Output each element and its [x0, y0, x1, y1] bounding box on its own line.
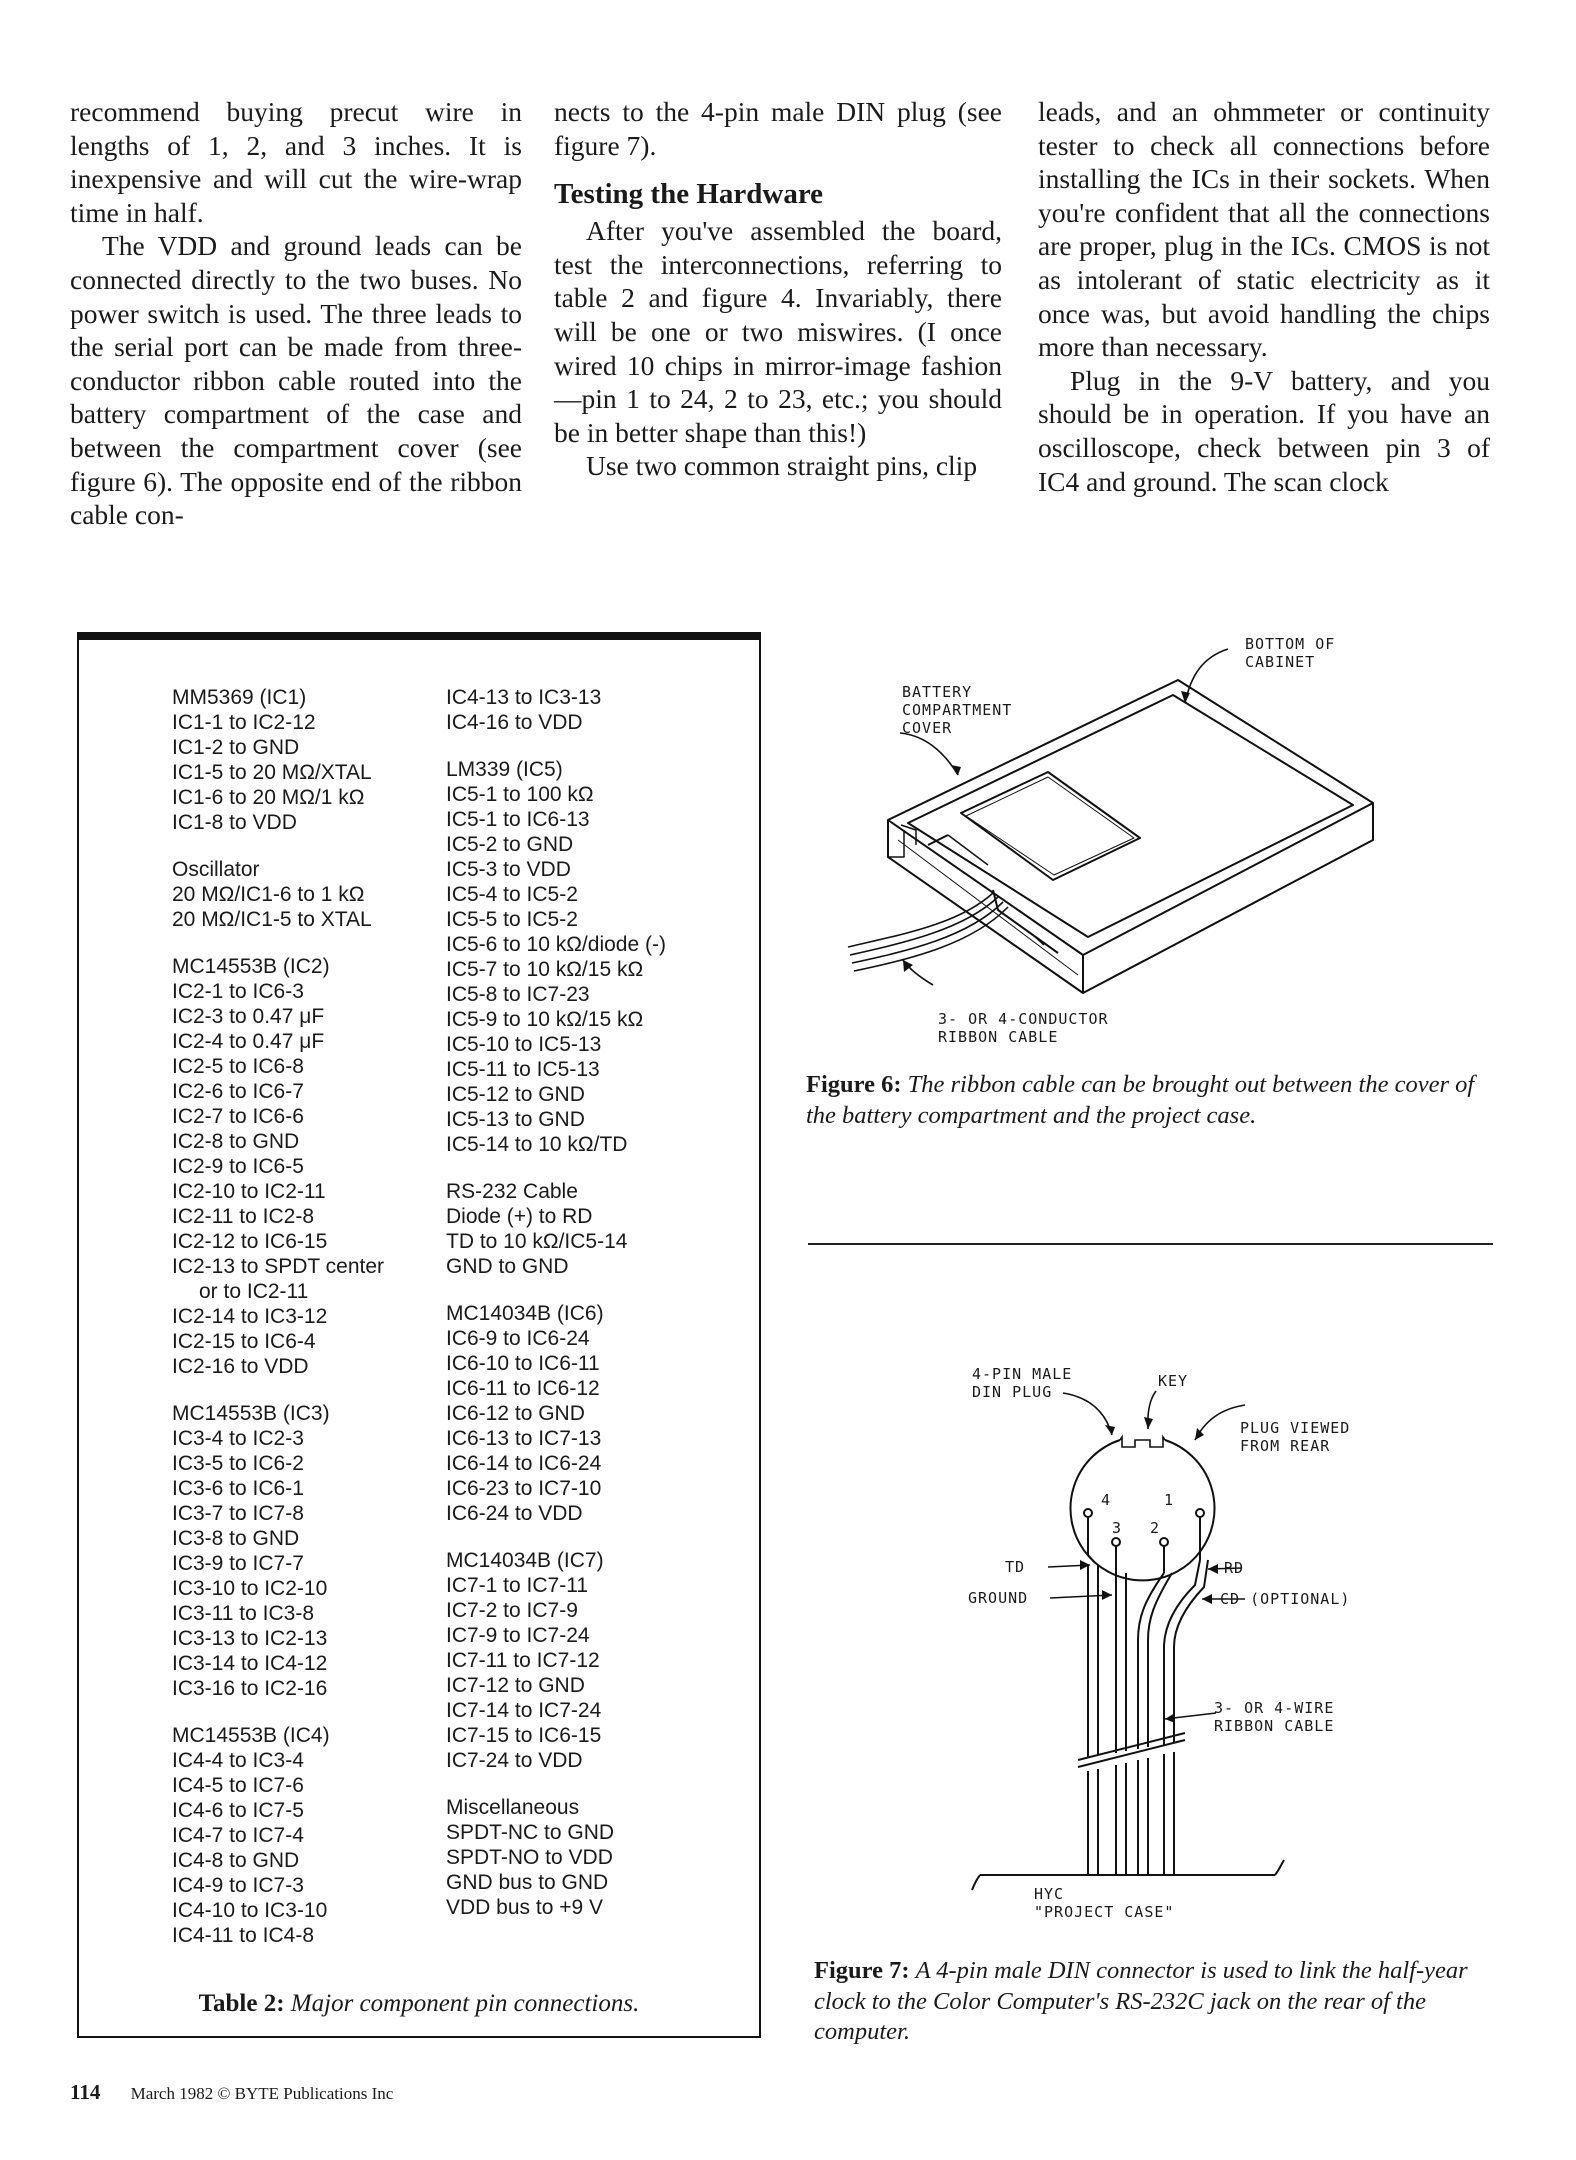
table-row: IC5-7 to 10 kΩ/15 kΩ — [446, 958, 644, 981]
paragraph: nects to the 4-pin male DIN plug (see figure 7). — [554, 96, 1002, 161]
table-row: IC3-7 to IC7-8 — [172, 1502, 304, 1525]
table-row: IC2-14 to IC3-12 — [172, 1305, 328, 1328]
article-column-3 — [1038, 95, 1490, 498]
table-row: IC2-1 to IC6-3 — [172, 980, 304, 1003]
article-column-1 — [70, 95, 522, 532]
table-row: GND to GND — [446, 1255, 569, 1278]
paragraph: Use two common straight pins, clip — [586, 450, 978, 482]
paragraph: The VDD and ground leads can be connected directly to the two buses. No power switch is used. The three leads to the serial port can be made from three-conductor ribbon cable routed into the battery compartment of the case and between the compartment cover (see figure 6). The opposite end of the ribbon cable con- — [70, 230, 522, 531]
table-row: IC3-9 to IC7-7 — [172, 1552, 304, 1575]
table-row: 20 MΩ/IC1-6 to 1 kΩ — [172, 883, 365, 906]
table-row: IC3-10 to IC2-10 — [172, 1577, 328, 1600]
paragraph: Plug in the 9-V battery, and you should be in operation. If you have an oscilloscope, check between pin 3 of IC4 and ground. The scan clock — [1038, 364, 1490, 497]
figure-6-caption — [806, 1070, 1490, 1131]
table-row: IC6-23 to IC7-10 — [446, 1477, 602, 1500]
table-row: IC2-6 to IC6-7 — [172, 1080, 304, 1103]
table-group-heading: RS-232 Cable — [446, 1180, 578, 1203]
label-din-plug-2: DIN PLUG — [972, 1383, 1053, 1401]
table-row: IC5-2 to GND — [446, 833, 574, 856]
label-project-case-1: HYC — [1034, 1885, 1065, 1903]
table-row: IC7-2 to IC7-9 — [446, 1599, 578, 1622]
table-row: IC2-5 to IC6-8 — [172, 1055, 304, 1078]
label-ground: GROUND — [968, 1589, 1029, 1607]
figure-6-battery-compartment-drawing — [808, 625, 1498, 1060]
table-row: or to IC2-11 — [199, 1280, 309, 1303]
table-row: TD to 10 kΩ/IC5-14 — [446, 1230, 628, 1253]
figure-7-caption — [814, 1956, 1494, 2048]
label-td: TD — [1005, 1558, 1026, 1576]
label-plug-viewed-1: PLUG VIEWED — [1240, 1419, 1351, 1437]
table-group-heading: Oscillator — [172, 858, 260, 881]
label-pin-4: 4 — [1101, 1491, 1112, 1509]
table-row: IC6-14 to IC6-24 — [446, 1452, 602, 1475]
table-row: IC5-13 to GND — [446, 1108, 585, 1131]
table-row: IC6-10 to IC6-11 — [446, 1352, 600, 1375]
table-row: IC2-10 to IC2-11 — [172, 1180, 326, 1203]
footer-credit: March 1982 © BYTE Publications Inc — [130, 2084, 394, 2103]
table-caption — [79, 1990, 759, 2018]
table-row: IC7-24 to VDD — [446, 1749, 583, 1772]
table-group-heading: Miscellaneous — [446, 1796, 580, 1819]
table-row: IC3-4 to IC2-3 — [172, 1427, 304, 1450]
label-bottom-of-cabinet-1: BOTTOM OF — [1245, 635, 1336, 653]
table-row: IC4-7 to IC7-4 — [172, 1824, 304, 1847]
table-row: IC2-11 to IC2-8 — [172, 1205, 315, 1228]
label-ribbon-1: 3- OR 4-WIRE — [1214, 1699, 1335, 1717]
label-project-case-2: "PROJECT CASE" — [1034, 1903, 1175, 1921]
table-row: VDD bus to +9 V — [446, 1896, 603, 1919]
table-row: IC2-13 to SPDT center — [172, 1255, 385, 1278]
table-row: IC4-10 to IC3-10 — [172, 1899, 328, 1922]
table-row: IC2-12 to IC6-15 — [172, 1230, 328, 1253]
table-row: IC5-5 to IC5-2 — [446, 908, 578, 931]
pin-connections-table — [77, 632, 761, 2038]
table-group-heading: MC14034B (IC7) — [446, 1549, 604, 1572]
label-key: KEY — [1158, 1372, 1189, 1390]
label-battery-cover-1: BATTERY — [902, 683, 973, 701]
table-row: IC3-14 to IC4-12 — [172, 1652, 328, 1675]
table-row: IC5-3 to VDD — [446, 858, 571, 881]
table-row: IC4-8 to GND — [172, 1849, 300, 1872]
figure-7-caption-label: Figure 7: — [814, 1957, 910, 1984]
table-row: IC5-6 to 10 kΩ/diode (-) — [446, 933, 666, 956]
table-row: IC7-15 to IC6-15 — [446, 1724, 602, 1747]
label-pin-3: 3 — [1112, 1519, 1123, 1537]
table-row: IC5-1 to IC6-13 — [446, 808, 590, 831]
table-row: SPDT-NC to GND — [446, 1821, 615, 1844]
table-row: IC5-14 to 10 kΩ/TD — [446, 1133, 628, 1156]
table-row: IC2-16 to VDD — [172, 1355, 309, 1378]
label-pin-2: 2 — [1150, 1519, 1161, 1537]
table-row: IC3-5 to IC6-2 — [172, 1452, 304, 1475]
label-ribbon-cable-2: RIBBON CABLE — [938, 1028, 1059, 1046]
figure-6-caption-text: The ribbon cable can be brought out between the cover of the battery compartment and the project case. — [806, 1071, 1475, 1129]
label-pin-1: 1 — [1164, 1491, 1175, 1509]
figure-6-caption-label: Figure 6: — [806, 1071, 902, 1098]
table-row: IC4-9 to IC7-3 — [172, 1874, 304, 1897]
table-column-right — [446, 685, 726, 1920]
table-row: IC3-11 to IC3-8 — [172, 1602, 315, 1625]
table-row: IC3-8 to GND — [172, 1527, 300, 1550]
table-row: IC5-9 to 10 kΩ/15 kΩ — [446, 1008, 644, 1031]
label-bottom-of-cabinet-2: CABINET — [1245, 653, 1316, 671]
table-row: IC2-3 to 0.47 μF — [172, 1005, 325, 1028]
table-row: IC2-9 to IC6-5 — [172, 1155, 304, 1178]
label-battery-cover-2: COMPARTMENT — [902, 701, 1013, 719]
table-caption-label: Table 2: — [198, 1990, 285, 2017]
table-row: IC1-8 to VDD — [172, 811, 297, 834]
table-row: IC5-4 to IC5-2 — [446, 883, 578, 906]
label-ribbon-2: RIBBON CABLE — [1214, 1717, 1335, 1735]
table-group-heading: MC14553B (IC3) — [172, 1402, 330, 1425]
table-row: IC5-1 to 100 kΩ — [446, 783, 594, 806]
table-group-heading: LM339 (IC5) — [446, 758, 563, 781]
table-row: IC6-24 to VDD — [446, 1502, 583, 1525]
table-row: IC2-4 to 0.47 μF — [172, 1030, 325, 1053]
table-group-heading: MC14034B (IC6) — [446, 1302, 604, 1325]
label-din-plug-1: 4-PIN MALE — [972, 1365, 1073, 1383]
page-number: 114 — [70, 2080, 101, 2104]
table-row: IC7-14 to IC7-24 — [446, 1699, 602, 1722]
table-row: IC2-7 to IC6-6 — [172, 1105, 304, 1128]
table-row: IC1-2 to GND — [172, 736, 300, 759]
label-plug-viewed-2: FROM REAR — [1240, 1437, 1331, 1455]
table-row: IC2-15 to IC6-4 — [172, 1330, 316, 1353]
table-row: IC5-12 to GND — [446, 1083, 585, 1106]
table-row: IC1-6 to 20 MΩ/1 kΩ — [172, 786, 365, 809]
section-divider — [808, 1243, 1493, 1245]
label-ribbon-cable-1: 3- OR 4-CONDUCTOR — [938, 1010, 1109, 1028]
table-row: IC4-6 to IC7-5 — [172, 1799, 304, 1822]
paragraph: After you've assembled the board, test the interconnections, referring to table 2 and figure 4. Invariably, there will be one or two miswires. (I once wired 10 chips in mirror-image fashion—pin 1 to 24, 2 to 23, etc.; you should be in better shape than this!) — [554, 215, 1002, 448]
table-row: IC5-8 to IC7-23 — [446, 983, 590, 1006]
table-row: IC5-10 to IC5-13 — [446, 1033, 602, 1056]
table-row: IC6-11 to IC6-12 — [446, 1377, 600, 1400]
paragraph: recommend buying precut wire in lengths of 1, 2, and 3 inches. It is inexpensive and will cut the wire-wrap time in half. — [70, 96, 522, 228]
table-row: IC7-9 to IC7-24 — [446, 1624, 590, 1647]
table-row: IC6-13 to IC7-13 — [446, 1427, 602, 1450]
table-row: IC5-11 to IC5-13 — [446, 1058, 600, 1081]
table-row: IC6-9 to IC6-24 — [446, 1327, 590, 1350]
table-row: IC4-5 to IC7-6 — [172, 1774, 304, 1797]
table-row: IC7-11 to IC7-12 — [446, 1649, 600, 1672]
section-heading: Testing the Hardware — [554, 178, 824, 211]
table-row: IC6-12 to GND — [446, 1402, 585, 1425]
table-row: IC1-1 to IC2-12 — [172, 711, 316, 734]
table-group-heading: MC14553B (IC2) — [172, 955, 330, 978]
table-row: GND bus to GND — [446, 1871, 609, 1894]
paragraph: leads, and an ohmmeter or continuity tester to check all connections before installing the ICs in their sockets. When you're confident that all the connections are proper, plug in the ICs. CMOS is not as intolerant of static electricity as it once was, but avoid handling the chips more than necessary. — [1038, 96, 1490, 363]
label-cd-optional: CD (OPTIONAL) — [1220, 1590, 1351, 1608]
page-footer — [70, 2080, 393, 2105]
table-row: IC7-12 to GND — [446, 1674, 585, 1697]
table-row: Diode (+) to RD — [446, 1205, 593, 1228]
table-row: IC1-5 to 20 MΩ/XTAL — [172, 761, 372, 784]
table-row: SPDT-NO to VDD — [446, 1846, 613, 1869]
table-row: IC2-8 to GND — [172, 1130, 300, 1153]
table-group-heading: MC14553B (IC4) — [172, 1724, 330, 1747]
table-row: 20 MΩ/IC1-5 to XTAL — [172, 908, 372, 931]
figure-7-din-plug-drawing — [960, 1355, 1380, 1940]
table-row: IC4-16 to VDD — [446, 711, 583, 734]
table-row: IC4-13 to IC3-13 — [446, 686, 602, 709]
table-row: IC3-13 to IC2-13 — [172, 1627, 328, 1650]
table-column-left — [172, 685, 412, 1948]
label-rd: RD — [1224, 1559, 1245, 1577]
table-row: IC7-1 to IC7-11 — [446, 1574, 589, 1597]
table-row: IC3-6 to IC6-1 — [172, 1477, 304, 1500]
figure-7-caption-text: A 4-pin male DIN connector is used to link the half-year clock to the Color Computer's RS-232C jack on the rear of the computer. — [814, 1957, 1468, 2045]
table-row: IC3-16 to IC2-16 — [172, 1677, 328, 1700]
table-group-heading: MM5369 (IC1) — [172, 686, 307, 709]
article-column-2 — [554, 95, 1002, 483]
table-caption-text: Major component pin connections. — [290, 1990, 640, 2017]
label-battery-cover-3: COVER — [902, 719, 953, 737]
table-row: IC4-4 to IC3-4 — [172, 1749, 304, 1772]
table-row: IC4-11 to IC4-8 — [172, 1924, 315, 1947]
